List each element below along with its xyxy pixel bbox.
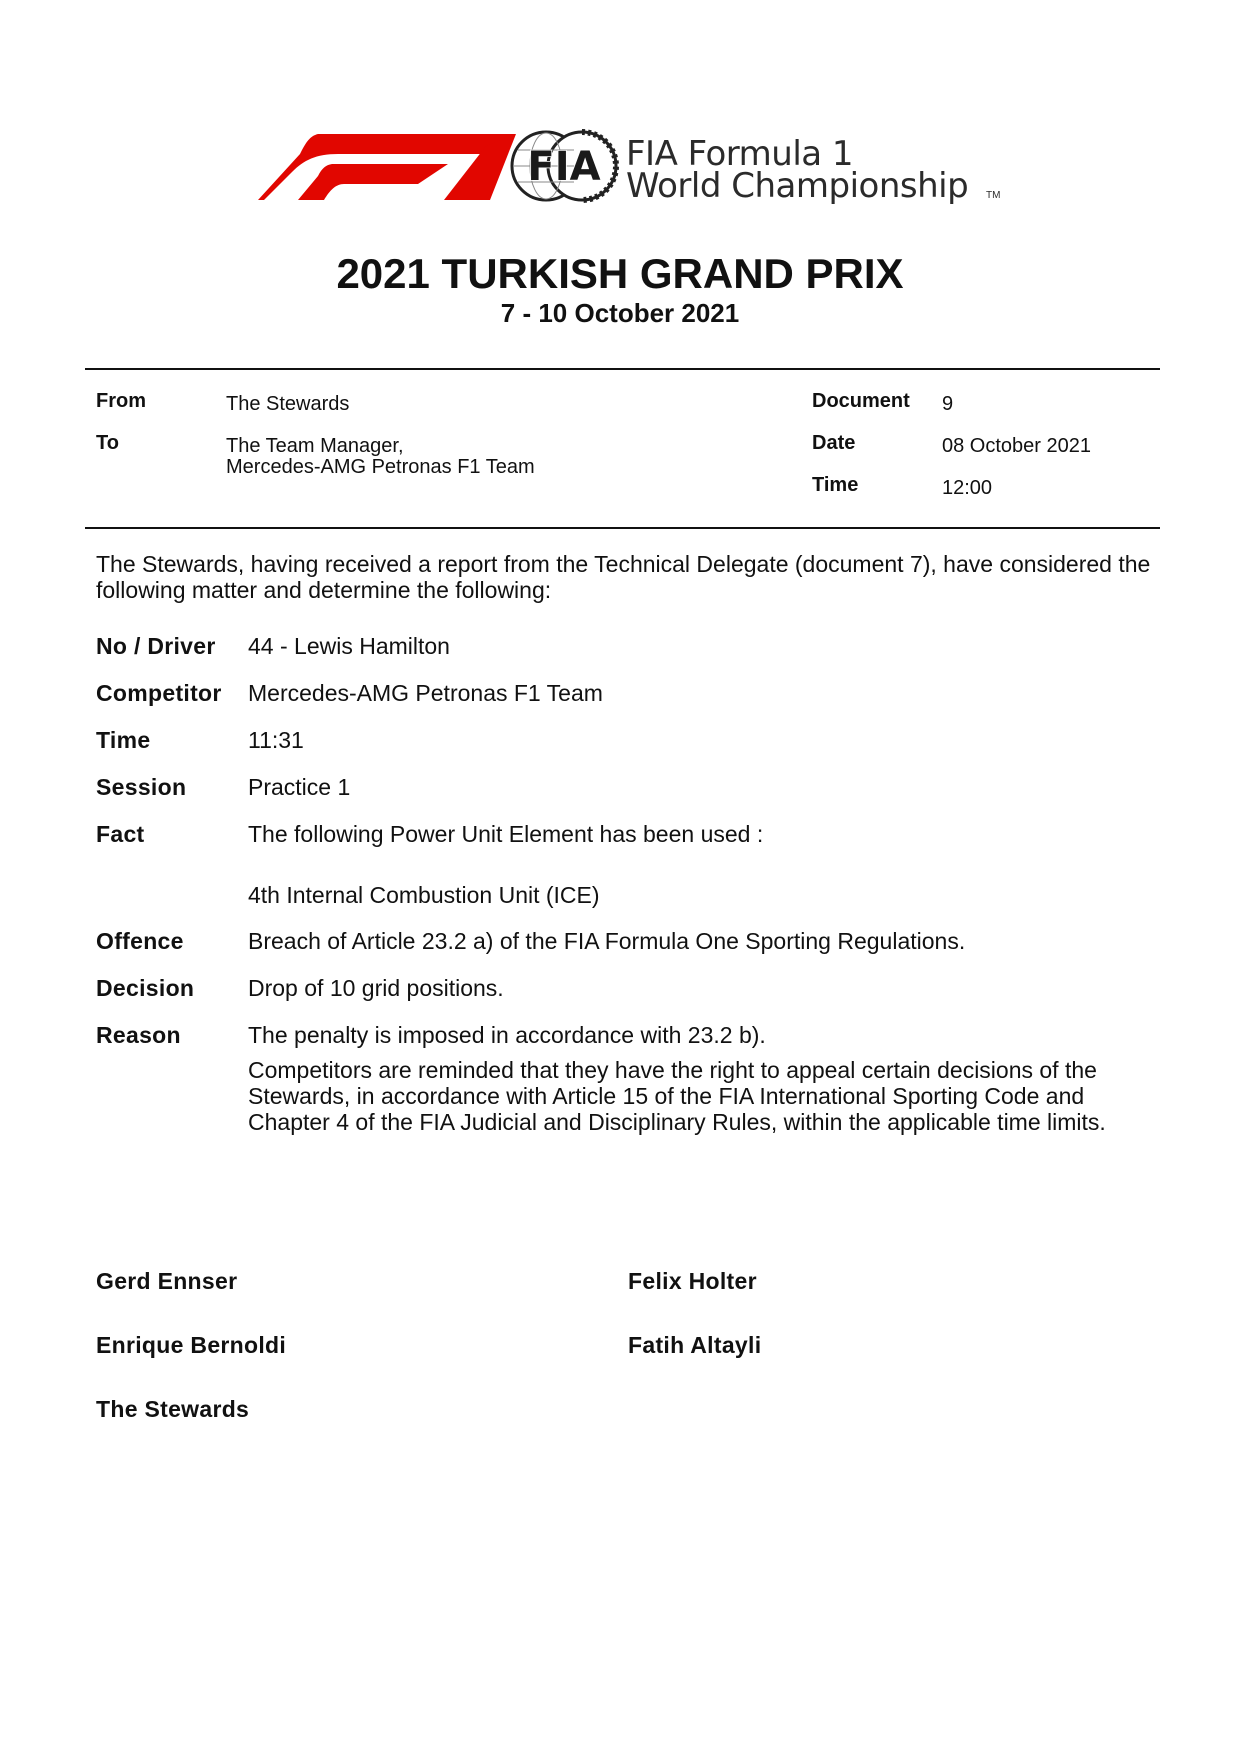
- event-dates: 7 - 10 October 2021: [500, 298, 740, 328]
- document-label: Document: [812, 390, 910, 412]
- time-value: 11:31: [248, 727, 304, 753]
- to-label: To: [96, 432, 119, 454]
- intro-paragraph: The Stewards, having received a report from the Technical Delegate (document 7), have considered the following matter and determine the following:: [96, 551, 1151, 603]
- session-value: Practice 1: [248, 774, 351, 800]
- time-meta-value: 12:00: [942, 477, 993, 499]
- time-label: Time: [96, 727, 151, 753]
- steward-name-3: Enrique Bernoldi: [96, 1332, 287, 1358]
- document-value: 9: [942, 393, 954, 415]
- logo-text-line1: FIA Formula 1: [626, 134, 854, 174]
- stewards-footer: The Stewards: [96, 1396, 250, 1422]
- fact-label: Fact: [96, 821, 145, 847]
- steward-name-1: Gerd Ennser: [96, 1268, 238, 1294]
- divider-bottom: [85, 527, 1160, 529]
- decision-label: Decision: [96, 975, 195, 1001]
- offence-label: Offence: [96, 928, 184, 954]
- from-label: From: [96, 390, 146, 412]
- decision-value: Drop of 10 grid positions.: [248, 975, 504, 1001]
- from-value: The Stewards: [226, 393, 350, 415]
- divider-top: [85, 368, 1160, 370]
- event-title: 2021 TURKISH GRAND PRIX: [336, 250, 904, 297]
- reason-value: The penalty is imposed in accordance with 23.2 b).: [248, 1022, 766, 1048]
- fact-value-line1: The following Power Unit Element has been used :: [248, 821, 764, 847]
- competitor-value: Mercedes-AMG Petronas F1 Team: [248, 680, 603, 706]
- offence-value: Breach of Article 23.2 a) of the FIA Formula One Sporting Regulations.: [248, 928, 966, 954]
- date-label: Date: [812, 432, 856, 454]
- to-value-line2: Mercedes-AMG Petronas F1 Team: [226, 456, 535, 478]
- reason-label: Reason: [96, 1022, 181, 1048]
- fact-value-line2: 4th Internal Combustion Unit (ICE): [248, 882, 600, 908]
- driver-label: No / Driver: [96, 633, 216, 659]
- trademark-mark: TM: [986, 190, 1001, 201]
- logo-text-line2: World Championship: [626, 166, 969, 206]
- to-value-line1: The Team Manager,: [226, 435, 404, 457]
- appeal-notice: Competitors are reminded that they have the right to appeal certain decisions of the Stewards, in accordance with Article 15 of the FIA International Sporting Code and Chapter 4 of the FIA Judicial and Disciplinary Rules, within the applicable time limits.: [248, 1057, 1106, 1135]
- steward-name-2: Felix Holter: [628, 1268, 757, 1294]
- svg-text:FIA: FIA: [527, 144, 601, 190]
- session-label: Session: [96, 774, 187, 800]
- f1-logo-icon: [258, 134, 516, 200]
- header-logo: [258, 128, 1018, 228]
- competitor-label: Competitor: [96, 680, 222, 706]
- date-value: 08 October 2021: [942, 435, 1091, 457]
- driver-value: 44 - Lewis Hamilton: [248, 633, 450, 659]
- time-meta-label: Time: [812, 474, 859, 496]
- steward-name-4: Fatih Altayli: [628, 1332, 762, 1358]
- fia-logo-icon: [510, 128, 620, 206]
